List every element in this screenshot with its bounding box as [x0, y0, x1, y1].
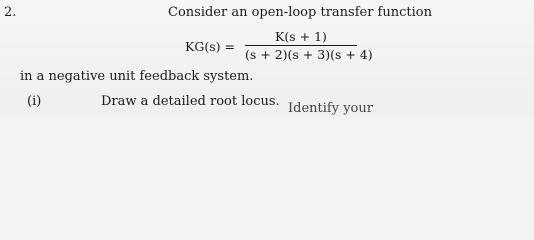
equation-fraction: [245, 29, 373, 62]
question-number: 2.: [4, 5, 17, 20]
document-page: [0, 0, 534, 116]
cutoff-next-line: [288, 101, 508, 118]
question-intro: Consider an open-loop transfer function: [168, 5, 432, 20]
part-label: (i): [27, 94, 42, 109]
equation-numerator: K(s + 1): [275, 29, 327, 44]
part-text: Draw a detailed root locus.: [101, 94, 280, 109]
fraction-bar: [245, 45, 357, 46]
equation-denominator: (s + 2)(s + 3)(s + 4): [245, 47, 373, 62]
cutoff-text: Identify your: [288, 101, 373, 116]
question-context: in a negative unit feedback system.: [20, 69, 254, 84]
equation-lhs: KG(s) =: [185, 39, 235, 54]
